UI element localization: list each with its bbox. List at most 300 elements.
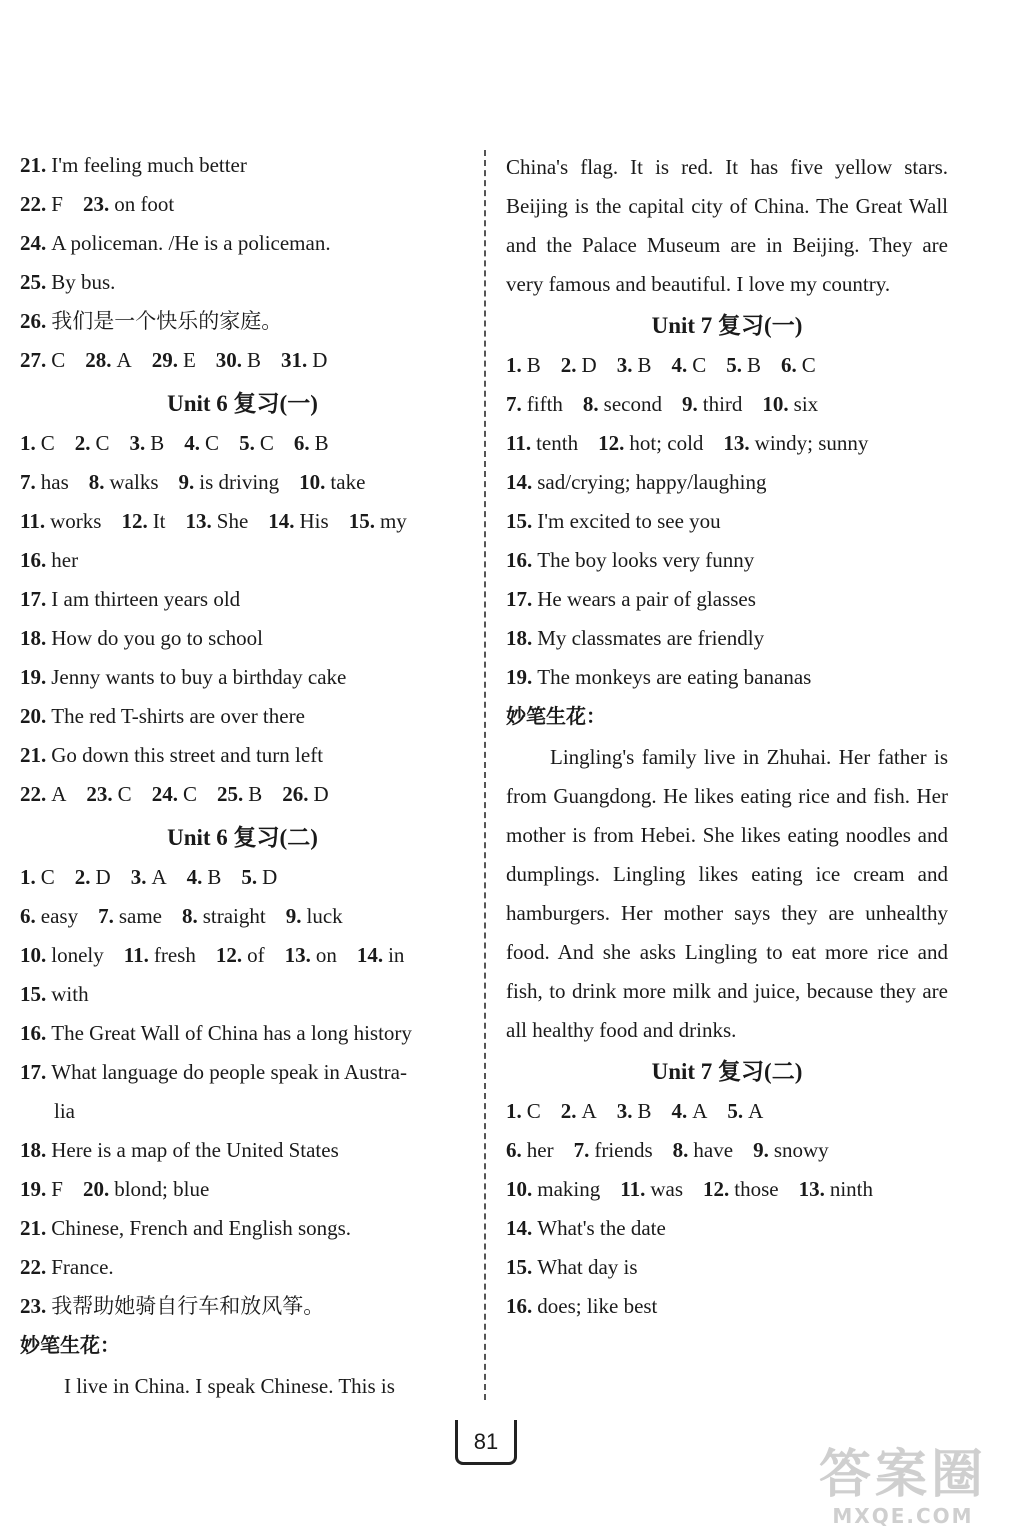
answer-item xyxy=(75,865,111,889)
left-column xyxy=(20,148,465,1406)
answer-text: The red T-shirts are over there xyxy=(51,704,305,728)
answer-line xyxy=(506,582,948,621)
answer-item xyxy=(506,1099,541,1123)
question-number: 9. xyxy=(753,1138,769,1162)
answer-item xyxy=(20,231,331,255)
column-divider xyxy=(484,150,486,1400)
answer-item xyxy=(281,348,327,372)
question-number: 1. xyxy=(506,1099,522,1123)
answer-text: My classmates are friendly xyxy=(537,626,765,650)
question-number: 14. xyxy=(268,509,295,533)
question-number: 6. xyxy=(780,353,797,377)
answer-text: on xyxy=(315,943,337,967)
question-number: 26. xyxy=(282,782,309,806)
answer-item xyxy=(20,509,101,533)
answer-text: hot; cold xyxy=(629,431,704,455)
answer-line xyxy=(506,348,948,387)
answer-text: C xyxy=(801,353,816,377)
answer-line xyxy=(20,265,465,304)
question-number: 11. xyxy=(123,943,149,967)
answer-text: C xyxy=(205,431,220,455)
answer-item xyxy=(20,943,104,967)
answer-item xyxy=(20,626,263,650)
answer-text: on foot xyxy=(114,192,175,216)
answer-line xyxy=(20,543,465,582)
question-number: 9. xyxy=(178,470,195,494)
question-number: 9. xyxy=(285,904,302,928)
answer-line xyxy=(20,977,465,1016)
question-number: 4. xyxy=(671,1099,688,1123)
question-number: 5. xyxy=(726,353,742,377)
question-number: 20. xyxy=(20,704,47,728)
answer-text: B xyxy=(248,782,263,806)
answer-item xyxy=(561,1099,597,1123)
question-number: 10. xyxy=(506,1177,533,1201)
question-number: 17. xyxy=(20,1060,47,1084)
answer-text: six xyxy=(793,392,819,416)
answer-item xyxy=(506,548,754,572)
answer-text: has xyxy=(40,470,69,494)
answer-item xyxy=(506,1177,600,1201)
question-number: 1. xyxy=(506,353,522,377)
answer-line xyxy=(20,738,465,777)
question-number: 3. xyxy=(616,353,633,377)
answer-item xyxy=(357,943,405,967)
question-number: 3. xyxy=(129,431,146,455)
answer-text: What's the date xyxy=(537,1216,666,1240)
answer-item xyxy=(20,587,240,611)
answer-text: He wears a pair of glasses xyxy=(537,587,756,611)
composition-paragraph: I live in China. I speak Chinese. This is xyxy=(64,1374,395,1398)
answer-item xyxy=(20,1177,63,1201)
answer-text: with xyxy=(51,982,89,1006)
answer-line xyxy=(20,938,465,977)
question-number: 23. xyxy=(20,1294,47,1318)
answer-item xyxy=(617,1099,652,1123)
answer-item xyxy=(217,782,262,806)
question-number: 12. xyxy=(121,509,148,533)
answer-text: I'm feeling much better xyxy=(51,153,247,177)
answer-item xyxy=(75,431,110,455)
answer-item xyxy=(186,509,249,533)
question-number: 19. xyxy=(20,1177,47,1201)
question-number: 13. xyxy=(284,943,311,967)
answer-text: His xyxy=(299,509,329,533)
answer-item xyxy=(506,665,811,689)
answer-text: D xyxy=(312,348,328,372)
watermark-logo xyxy=(798,1446,1008,1528)
question-number: 22. xyxy=(20,192,47,216)
answer-text: have xyxy=(693,1138,734,1162)
question-number: 14. xyxy=(506,470,533,494)
answer-text: A xyxy=(748,1099,764,1123)
question-number: 1. xyxy=(20,865,36,889)
question-number: 1. xyxy=(20,431,36,455)
answer-text: same xyxy=(118,904,162,928)
answer-line xyxy=(20,582,465,621)
answer-item xyxy=(583,392,662,416)
answer-text: Here is a map of the United States xyxy=(51,1138,339,1162)
question-number: 12. xyxy=(598,431,625,455)
answer-text: The boy looks very funny xyxy=(537,548,755,572)
answer-text: Go down this street and turn left xyxy=(51,743,324,767)
answer-line xyxy=(506,465,948,504)
answer-text: How do you go to school xyxy=(51,626,263,650)
answer-line xyxy=(20,226,465,265)
question-number: 16. xyxy=(20,548,47,572)
answer-item xyxy=(179,470,280,494)
answer-text: in xyxy=(388,943,405,967)
answer-item xyxy=(20,1216,351,1240)
question-number: 10. xyxy=(299,470,326,494)
question-number: 15. xyxy=(506,1255,533,1279)
answer-item xyxy=(152,782,197,806)
answer-item xyxy=(20,782,66,806)
answer-item xyxy=(20,1255,114,1279)
answer-item xyxy=(20,1060,407,1084)
answer-item xyxy=(268,509,328,533)
answer-text: C xyxy=(40,865,55,889)
answer-item xyxy=(20,348,65,372)
answer-text: She xyxy=(216,509,249,533)
answer-item xyxy=(20,470,69,494)
answer-text: fifth xyxy=(526,392,563,416)
question-number: 2. xyxy=(74,865,91,889)
answer-item xyxy=(723,431,868,455)
answer-line xyxy=(506,621,948,660)
answer-text: 我们是一个快乐的家庭。 xyxy=(51,309,283,333)
answer-item xyxy=(20,1294,324,1318)
answer-item xyxy=(671,1099,707,1123)
question-number: 20. xyxy=(82,1177,110,1201)
answer-line xyxy=(506,1289,948,1328)
answer-item xyxy=(673,1138,733,1162)
answer-text: F xyxy=(51,1177,63,1201)
answer-item xyxy=(349,509,407,533)
answer-line xyxy=(20,621,465,660)
answer-text: F xyxy=(51,192,63,216)
question-number: 21. xyxy=(20,1216,47,1240)
answer-item xyxy=(216,943,265,967)
answer-text: B xyxy=(150,431,165,455)
question-number: 2. xyxy=(560,353,577,377)
unit-heading: Unit 7 复习(二) xyxy=(651,1059,803,1084)
answer-item xyxy=(182,904,266,928)
question-number: 8. xyxy=(672,1138,689,1162)
page-number: 81 xyxy=(455,1420,517,1465)
answer-text: D xyxy=(581,353,597,377)
question-number: 4. xyxy=(186,865,203,889)
answer-text: of xyxy=(247,943,265,967)
answer-item xyxy=(20,270,115,294)
question-number: 4. xyxy=(671,353,688,377)
answer-item xyxy=(20,865,55,889)
question-number: 14. xyxy=(356,943,384,967)
answer-line xyxy=(20,660,465,699)
section-label: 妙笔生花： xyxy=(20,1333,120,1357)
question-number: 4. xyxy=(184,431,201,455)
answer-text: D xyxy=(262,865,278,889)
answer-item xyxy=(285,943,337,967)
answer-item xyxy=(299,470,365,494)
answer-item xyxy=(506,587,756,611)
answer-text: C xyxy=(95,431,110,455)
answer-text: third xyxy=(702,392,743,416)
answer-item xyxy=(20,704,305,728)
answer-text: take xyxy=(330,470,366,494)
answer-line xyxy=(506,504,948,543)
answer-text: C xyxy=(692,353,707,377)
question-number: 7. xyxy=(20,470,36,494)
answer-line xyxy=(20,504,465,543)
answer-item xyxy=(282,782,328,806)
answer-continuation: lia xyxy=(54,1099,75,1123)
question-number: 11. xyxy=(620,1177,646,1201)
question-number: 25. xyxy=(20,270,47,294)
answer-item xyxy=(20,192,63,216)
question-number: 3. xyxy=(616,1099,633,1123)
answer-item xyxy=(20,743,323,767)
answer-line xyxy=(506,387,948,426)
composition-paragraph: Lingling's family live in Zhuhai. Her father is from Guangdong. He likes eating rice and fish. Her mother is from Hebei. She likes eating noodles and dumplings. Lingling likes eating ice cream and hamburgers. Her mother says they are unhealthy food. And she asks Lingling to eat more rice and fish, to drink more milk and juice, because they are all healthy food and drinks. xyxy=(506,745,948,1042)
answer-text: What language do people speak in Austra- xyxy=(51,1060,407,1084)
question-number: 11. xyxy=(20,509,46,533)
answer-item xyxy=(83,1177,209,1201)
answer-line xyxy=(20,860,465,899)
question-number: 10. xyxy=(20,943,47,967)
answer-text: E xyxy=(182,348,196,372)
answer-text: D xyxy=(95,865,111,889)
answer-item xyxy=(20,1138,339,1162)
answer-text: I am thirteen years old xyxy=(51,587,241,611)
question-number: 8. xyxy=(88,470,105,494)
answer-text: A xyxy=(116,348,132,372)
answer-text: 我帮助她骑自行车和放风筝。 xyxy=(51,1294,325,1318)
question-number: 21. xyxy=(20,743,47,767)
answer-line xyxy=(20,187,465,226)
answer-line xyxy=(506,660,948,699)
answer-item xyxy=(184,431,219,455)
answer-item xyxy=(617,353,652,377)
answer-text: C xyxy=(117,782,132,806)
answer-item xyxy=(85,348,131,372)
answer-item xyxy=(561,353,597,377)
question-number: 8. xyxy=(582,392,599,416)
answer-text: A policeman. /He is a policeman. xyxy=(51,231,331,255)
question-number: 23. xyxy=(82,192,110,216)
answer-item xyxy=(239,431,274,455)
answer-text: The monkeys are eating bananas xyxy=(537,665,812,689)
answer-item xyxy=(506,626,764,650)
answer-item xyxy=(152,348,196,372)
answer-text: C xyxy=(526,1099,541,1123)
answer-item xyxy=(762,392,818,416)
answer-item xyxy=(241,865,277,889)
answer-text: sad/crying; happy/laughing xyxy=(537,470,767,494)
question-number: 19. xyxy=(506,665,533,689)
question-number: 9. xyxy=(681,392,698,416)
answer-text: straight xyxy=(202,904,266,928)
answer-item xyxy=(671,353,706,377)
answer-text: snowy xyxy=(773,1138,829,1162)
question-number: 5. xyxy=(239,431,255,455)
answer-item xyxy=(506,431,578,455)
question-number: 18. xyxy=(20,1138,47,1162)
answer-text: B xyxy=(207,865,222,889)
answer-item xyxy=(130,431,165,455)
answer-item xyxy=(83,192,174,216)
question-number: 7. xyxy=(506,392,522,416)
question-number: 2. xyxy=(74,431,91,455)
question-number: 2. xyxy=(560,1099,577,1123)
question-number: 10. xyxy=(762,392,789,416)
answer-text: blond; blue xyxy=(114,1177,210,1201)
answer-text: Jenny wants to buy a birthday cake xyxy=(51,665,347,689)
answer-text: What day is xyxy=(537,1255,638,1279)
question-number: 6. xyxy=(506,1138,522,1162)
answer-text: B xyxy=(314,431,329,455)
answer-text: easy xyxy=(40,904,79,928)
question-number: 17. xyxy=(506,587,533,611)
question-number: 23. xyxy=(86,782,113,806)
answer-item xyxy=(506,1216,666,1240)
watermark-text: 答案圈 xyxy=(818,1445,987,1505)
unit-heading: Unit 6 复习(一) xyxy=(167,391,318,416)
answer-line xyxy=(20,304,465,343)
answer-item xyxy=(20,904,78,928)
answer-text: A xyxy=(51,782,67,806)
answer-text: France. xyxy=(51,1255,114,1279)
answer-text: C xyxy=(51,348,66,372)
answer-line xyxy=(20,699,465,738)
answer-item xyxy=(98,904,162,928)
question-number: 17. xyxy=(20,587,47,611)
question-number: 14. xyxy=(506,1216,533,1240)
question-number: 29. xyxy=(151,348,178,372)
answer-text: my xyxy=(379,509,407,533)
answer-line xyxy=(20,1055,465,1094)
unit-heading: Unit 7 复习(一) xyxy=(651,313,803,338)
answer-item xyxy=(131,865,167,889)
question-number: 27. xyxy=(20,348,47,372)
question-number: 31. xyxy=(281,348,308,372)
question-number: 5. xyxy=(241,865,258,889)
answer-text: is driving xyxy=(199,470,280,494)
question-number: 13. xyxy=(185,509,212,533)
answer-item xyxy=(574,1138,653,1162)
answer-text: lonely xyxy=(51,943,104,967)
answer-text: B xyxy=(746,353,761,377)
answer-item xyxy=(187,865,222,889)
answer-item xyxy=(20,982,89,1006)
question-number: 26. xyxy=(20,309,47,333)
answer-item xyxy=(89,470,159,494)
question-number: 28. xyxy=(85,348,112,372)
question-number: 18. xyxy=(506,626,533,650)
answer-item xyxy=(598,431,703,455)
unit-heading: Unit 6 复习(二) xyxy=(167,825,318,850)
answer-text: D xyxy=(313,782,329,806)
answer-text: It xyxy=(152,509,166,533)
question-number: 24. xyxy=(20,231,47,255)
answer-item xyxy=(20,665,346,689)
question-number: 3. xyxy=(130,865,147,889)
answer-item xyxy=(506,509,721,533)
answer-line xyxy=(20,1133,465,1172)
answer-item xyxy=(506,1138,554,1162)
answer-line xyxy=(506,426,948,465)
answer-item xyxy=(703,1177,779,1201)
question-number: 8. xyxy=(181,904,198,928)
answer-line xyxy=(20,1016,465,1055)
question-number: 25. xyxy=(216,782,244,806)
question-number: 12. xyxy=(703,1177,730,1201)
answer-item xyxy=(506,1255,638,1279)
answer-text: I'm excited to see you xyxy=(537,509,721,533)
answer-text: A xyxy=(692,1099,708,1123)
question-number: 15. xyxy=(348,509,375,533)
answer-line xyxy=(20,148,465,187)
answer-item xyxy=(620,1177,683,1201)
answer-line xyxy=(20,426,465,465)
composition-paragraph: China's flag. It is red. It has five yellow stars. Beijing is the capital city of China. The Great Wall and the Palace Museum are in Beijing. They are very famous and beautiful. I love my country. xyxy=(506,155,948,296)
answer-text: ninth xyxy=(829,1177,874,1201)
answer-text: works xyxy=(50,509,102,533)
answer-line xyxy=(506,1172,948,1211)
question-number: 7. xyxy=(573,1138,590,1162)
question-number: 21. xyxy=(20,153,47,177)
right-column xyxy=(506,148,948,1328)
answer-text: C xyxy=(182,782,197,806)
question-number: 30. xyxy=(215,348,243,372)
answer-text: making xyxy=(537,1177,601,1201)
answer-item xyxy=(682,392,742,416)
answer-item xyxy=(506,392,563,416)
answer-text: By bus. xyxy=(51,270,116,294)
answer-item xyxy=(781,353,816,377)
answer-item xyxy=(286,904,343,928)
answer-item xyxy=(726,353,761,377)
question-number: 7. xyxy=(98,904,114,928)
question-number: 12. xyxy=(215,943,243,967)
answer-text: B xyxy=(637,353,652,377)
answer-line xyxy=(20,777,465,816)
answer-line xyxy=(20,343,465,382)
question-number: 24. xyxy=(151,782,178,806)
answer-text: fresh xyxy=(153,943,196,967)
answer-line xyxy=(20,1172,465,1211)
answer-text: her xyxy=(51,548,79,572)
answer-line xyxy=(506,1133,948,1172)
answer-item xyxy=(727,1099,763,1123)
question-number: 16. xyxy=(20,1021,47,1045)
answer-item xyxy=(506,470,766,494)
answer-line xyxy=(506,543,948,582)
question-number: 22. xyxy=(20,782,47,806)
question-number: 15. xyxy=(20,982,47,1006)
answer-text: windy; sunny xyxy=(754,431,869,455)
answer-text: The Great Wall of China has a long history xyxy=(51,1021,412,1045)
answer-text: does; like best xyxy=(537,1294,658,1318)
answer-text: luck xyxy=(306,904,343,928)
answer-text: A xyxy=(581,1099,597,1123)
answer-line xyxy=(506,1211,948,1250)
answer-item xyxy=(20,153,247,177)
answer-line xyxy=(20,465,465,504)
question-number: 18. xyxy=(20,626,47,650)
answer-text: A xyxy=(151,865,167,889)
question-number: 16. xyxy=(506,1294,533,1318)
